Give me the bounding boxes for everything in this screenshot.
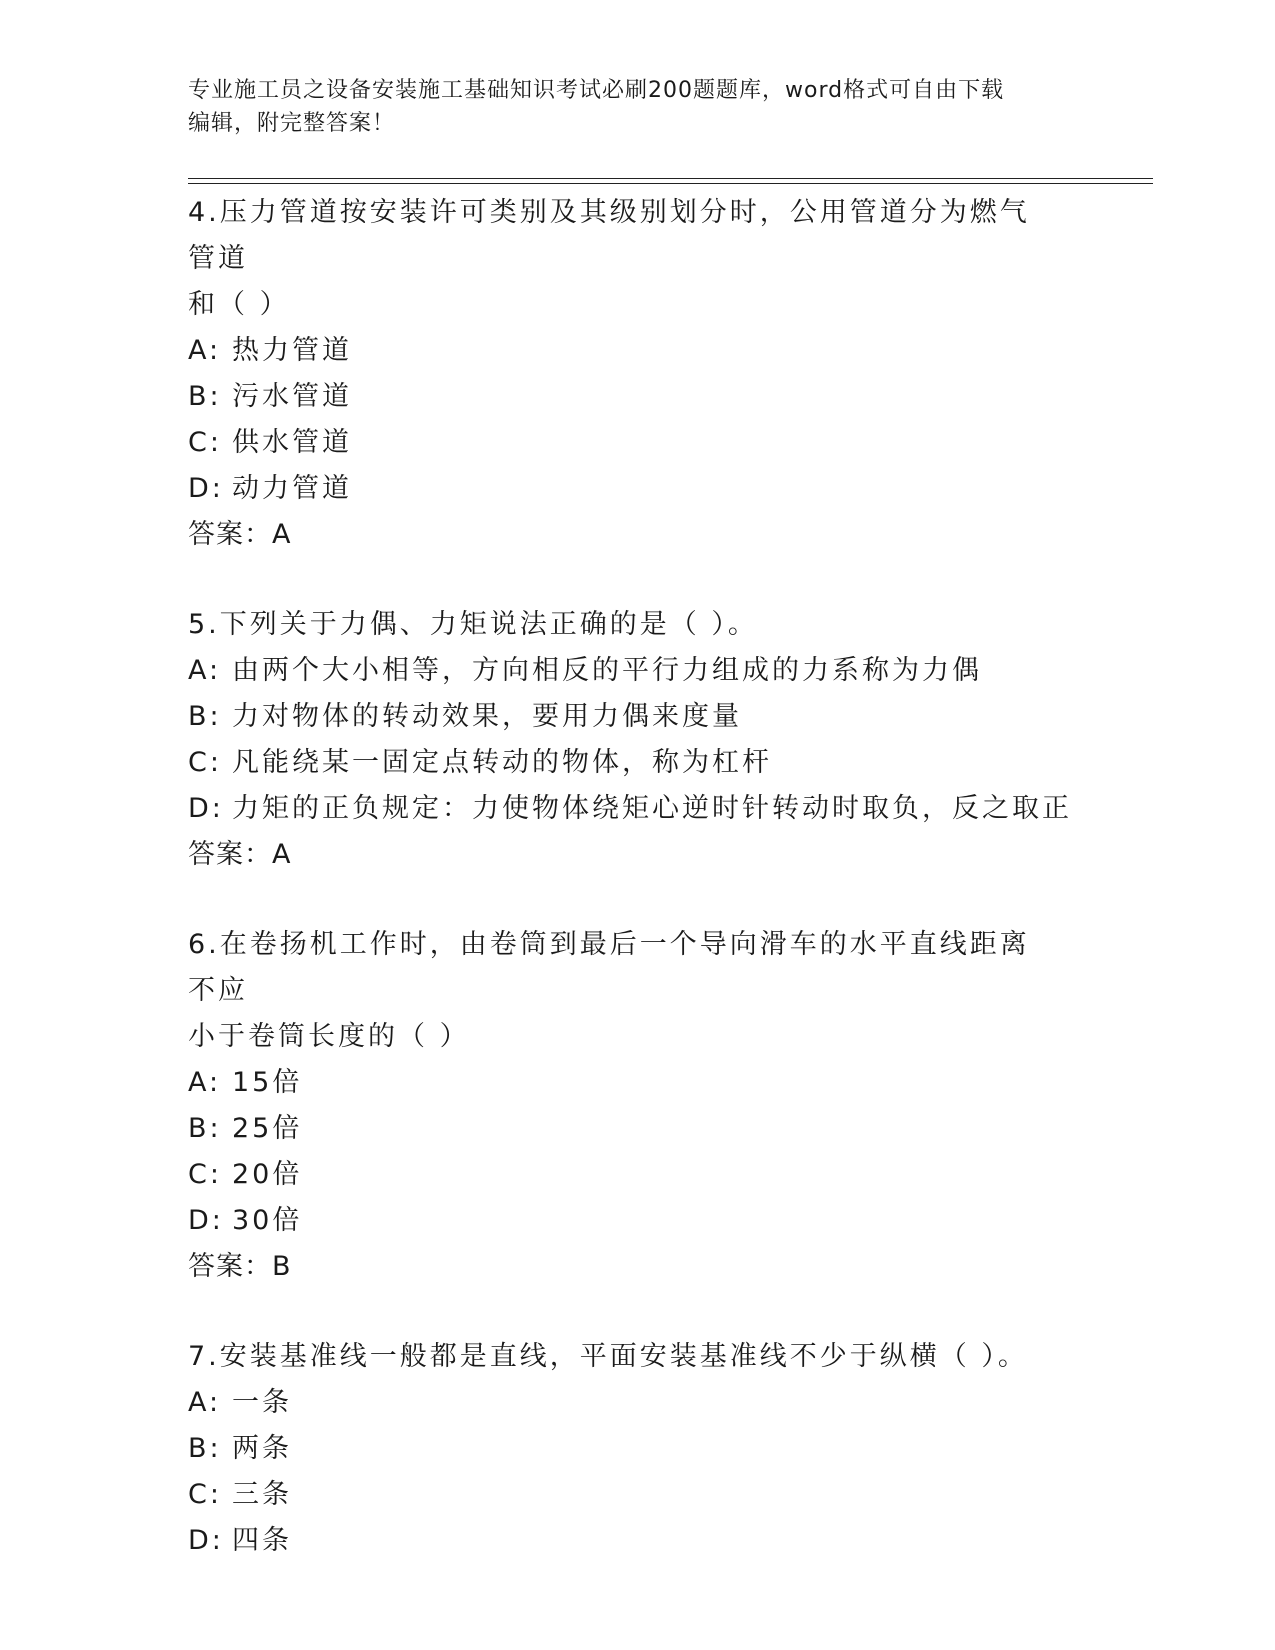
option-letter: D: [188,473,224,504]
option-letter: B: [188,381,222,412]
option-text: 30倍 [232,1205,303,1236]
option-text: 凡能绕某一固定点转动的物体，称为杠杆 [232,747,772,778]
option-text: 25倍 [232,1113,303,1144]
option-b [188,374,1088,420]
option-text: 动力管道 [232,473,352,504]
option-b [188,1106,1088,1152]
option-b [188,1426,1088,1472]
question-stem-line1: 6.在卷扬机工作时，由卷筒到最后一个导向滑车的水平直线距离不应 [188,929,1030,1006]
question-stem [188,1334,1058,1380]
option-letter: C: [188,1159,222,1190]
header-divider-bottom [188,183,1153,184]
question-stem [188,922,1058,1060]
option-letter: D: [188,793,224,824]
option-d [188,1198,1088,1244]
option-text: 一条 [232,1387,292,1418]
option-letter: A: [188,1067,222,1098]
question-list [188,190,1088,1608]
option-text: 供水管道 [232,427,352,458]
question-stem-line1: 5.下列关于力偶、力矩说法正确的是（ ）。 [188,609,758,640]
question-item [188,602,1088,878]
option-a [188,1380,1088,1426]
option-d [188,786,1088,832]
question-stem-line1: 7.安装基准线一般都是直线，平面安装基准线不少于纵横（ ）。 [188,1341,1028,1372]
option-c [188,420,1088,466]
option-text: 由两个大小相等，方向相反的平行力组成的力系称为力偶 [232,655,982,686]
question-item [188,1334,1088,1564]
header-title-line2: 编辑，附完整答案！ [188,111,396,136]
option-letter: D: [188,1525,224,1556]
question-stem [188,602,1058,648]
option-d [188,1518,1088,1564]
question-item [188,922,1088,1290]
option-text: 四条 [232,1525,292,1556]
question-stem-line2: 和（ ） [188,289,290,320]
answer-line: 答案：B [188,1251,292,1282]
option-c [188,1472,1088,1518]
answer-line: 答案：A [188,519,292,550]
option-text: 力矩的正负规定：力使物体绕矩心逆时针转动时取负，反之取正 [232,793,1072,824]
option-a [188,648,1088,694]
document-header [188,74,1088,140]
question-stem-line2: 小于卷筒长度的（ ） [188,1021,470,1052]
answer-line: 答案：A [188,839,292,870]
option-text: 污水管道 [232,381,352,412]
option-letter: A: [188,1387,222,1418]
option-text: 20倍 [232,1159,303,1190]
option-d [188,466,1088,512]
option-letter: B: [188,701,222,732]
option-letter: A: [188,655,222,686]
option-text: 15倍 [232,1067,303,1098]
option-letter: C: [188,1479,222,1510]
option-text: 热力管道 [232,335,352,366]
header-title-line1: 专业施工员之设备安装施工基础知识考试必刷200题题库，word格式可自由下载 [188,78,1005,103]
option-letter: C: [188,747,222,778]
option-letter: D: [188,1205,224,1236]
option-letter: A: [188,335,222,366]
option-a [188,1060,1088,1106]
option-c [188,740,1088,786]
option-letter: B: [188,1113,222,1144]
option-b [188,694,1088,740]
option-letter: C: [188,427,222,458]
option-c [188,1152,1088,1198]
question-stem [188,190,1058,328]
question-stem-line1: 4.压力管道按安装许可类别及其级别划分时，公用管道分为燃气管道 [188,197,1030,274]
question-item [188,190,1088,558]
option-text: 力对物体的转动效果，要用力偶来度量 [232,701,742,732]
option-letter: B: [188,1433,222,1464]
option-text: 三条 [232,1479,292,1510]
option-a [188,328,1088,374]
header-divider-top [188,178,1153,179]
option-text: 两条 [232,1433,292,1464]
